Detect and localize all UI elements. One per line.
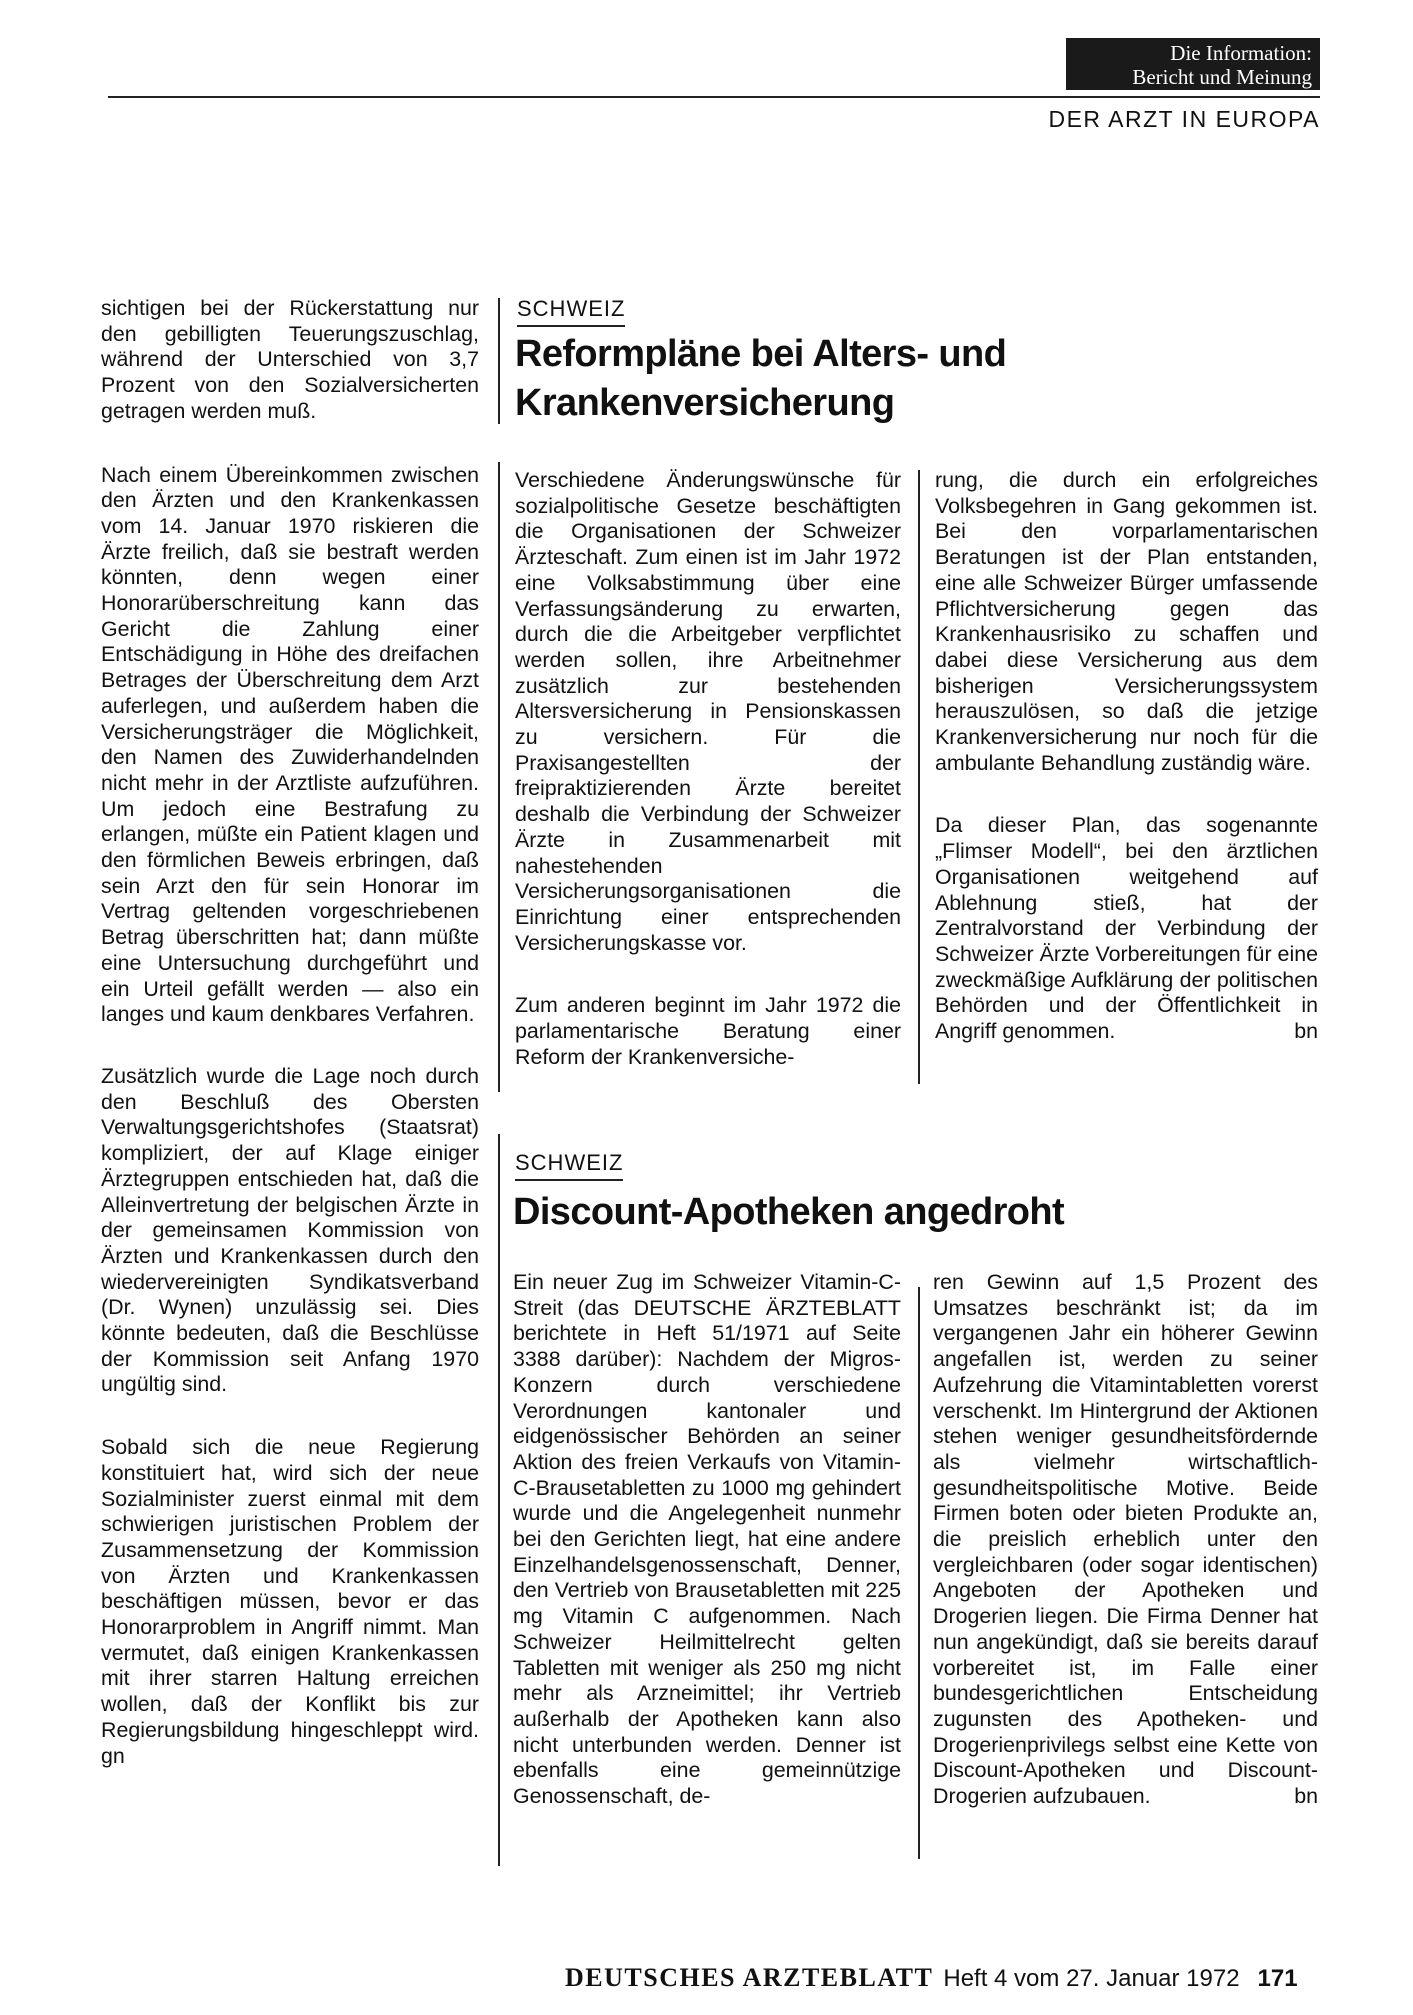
article1-col1-paragraph-2: Zum anderen beginnt im Jahr 1972 die parlamentarische Beratung einer Reform der Krankenversiche- — [515, 993, 901, 1069]
left-paragraph-2: Nach einem Übereinkommen zwischen den Ärzten und den Krankenkassen vom 14. Januar 1970 riskieren die Ärzte freilich, daß sie bestraft werden könnten, denn wegen einer Honorarüberschreitung kann das Gericht die Zahlung einer Entschädigung in Höhe des dreifachen Betrages der Überschreitung dem Arzt auferlegen, und außerdem haben die Versicherungsträger die Möglichkeit, den Namen des Zuwiderhandelnden nicht mehr in der Arztliste aufzuführen. Um jedoch eine Bestrafung zu erlangen, müßte ein Patient klagen und den förmlichen Beweis erbringen, daß sein Arzt den für sein Honorar im Vertrag geltenden vorgeschriebenen Betrag überschritten hat; dann müßte eine Untersuchung durchgeführt und ein Urteil gefällt werden — also ein langes und kaum denkbares Verfahren. — [101, 462, 479, 1027]
article2-column-2 — [933, 1270, 1318, 1810]
page-footer — [565, 1963, 1298, 1993]
article2-title: Discount-Apotheken angedroht — [513, 1191, 1065, 1233]
article1-title-line-1: Reformpläne bei Alters- und — [515, 333, 1007, 375]
article2-kicker: SCHWEIZ — [515, 1150, 623, 1181]
article1-col2-paragraph-2-text: Da dieser Plan, das sogenannte „Flimser Modell“, bei den ärztlichen Organisationen weitgehend auf Ablehnung stieß, hat der Zentralvorstand der Verbindung der Schweizer Ärzte Vorbereitungen für eine zweckmäßige Aufklärung der politischen Behörden und der Öffentlichkeit in Angriff genommen. — [935, 813, 1318, 1044]
article1-column-2 — [935, 468, 1318, 1045]
column-divider-5 — [918, 1287, 920, 1859]
column-divider-1 — [498, 298, 500, 424]
left-column — [101, 296, 479, 1769]
issue-info: Heft 4 vom 27. Januar 1972 — [943, 1965, 1240, 1992]
article1-col1-paragraph-1: Verschiedene Änderungswünsche für sozialpolitische Gesetze beschäftigten die Organisationen der Schweizer Ärzteschaft. Zum einen ist im Jahr 1972 eine Volksabstimmung über eine Verfassungsänderung zu erwarten, durch die die Arbeitgeber verpflichtet werden sollen, ihre Arbeitnehmer zusätzlich zur bestehenden Altersversicherung in Pensionskassen zu versichern. Für die Praxisangestellten der freipraktizierenden Ärzte bereitet deshalb die Verbindung der Schweizer Ärzte in Zusammenarbeit mit nahestehenden Versicherungsorganisationen die Einrichtung einer entsprechenden Versicherungskasse vor. — [515, 468, 901, 955]
section-label: DER ARZT IN EUROPA — [1048, 106, 1320, 132]
left-paragraph-4: Sobald sich die neue Regierung konstituiert hat, wird sich der neue Sozialminister zuerst einmal mit dem schwierigen juristischen Problem der Zusammensetzung der Kommission von Ärzten und Krankenkassen beschäftigen müssen, bevor er das Honorarproblem in Angriff nimmt. Man vermutet, daß einigen Krankenkassen mit ihrer starren Haltung erreichen wollen, daß der Konflikt bis zur Regierungsbildung hingeschleppt wird. gn — [101, 1435, 479, 1768]
badge-line-2: Bericht und Meinung — [1132, 65, 1312, 89]
column-divider-2 — [498, 462, 500, 1092]
journal-name: DEUTSCHES ARZTEBLATT — [565, 1963, 934, 1992]
page-number: 171 — [1257, 1965, 1298, 1992]
article1-col2-paragraph-1: rung, die durch ein erfolgreiches Volksbegehren in Gang gekommen ist. Bei den vorparlamentarischen Beratungen ist der Plan entstanden, eine alle Schweizer Bürger umfassende Pflichtversicherung gegen das Krankenhausrisiko zu schaffen und dabei diese Versicherung aus dem bisherigen Versicherungssystem herauszulösen, so daß die jetzige Krankenversicherung nur noch für die ambulante Behandlung zuständig wäre. — [935, 468, 1318, 775]
column-divider-3 — [498, 1134, 500, 1866]
left-paragraph-3: Zusätzlich wurde die Lage noch durch den Beschluß des Obersten Verwaltungsgerichtshofes (Staatsrat) kompliziert, der auf Klage einiger Ärztegruppen entschieden hat, daß die Alleinvertretung der belgischen Ärzte in der gemeinsamen Kommission von Ärzten und Krankenkassen durch den wiedervereinigten Syndikatsverband (Dr. Wynen) unzulässig sei. Dies könnte bedeuten, daß die Beschlüsse der Kommission seit Anfang 1970 ungültig sind. — [101, 1063, 479, 1397]
article1-kicker: SCHWEIZ — [517, 296, 625, 327]
left-paragraph-1: sichtigen bei der Rückerstattung nur den gebilligten Teuerungszuschlag, während der Unterschied von 3,7 Prozent von den Sozialversicherten getragen werden muß. — [101, 296, 479, 423]
badge-line-1: Die Information: — [1170, 41, 1312, 65]
header-rule — [108, 96, 1320, 98]
article2-signature: bn — [1294, 1784, 1318, 1809]
article1-signature: bn — [1294, 1019, 1318, 1044]
section-badge — [1066, 38, 1320, 90]
article2-col1-paragraph: Ein neuer Zug im Schweizer Vitamin-C-Streit (das DEUTSCHE ÄRZTEBLATT berichtete in Heft 51/1971 auf Seite 3388 darüber): Nachdem der Migros-Konzern durch verschiedene Verordnungen kantonaler und eidgenössischer Behörden an seiner Aktion des freien Verkaufs von Vitamin-C-Brausetabletten zu 1000 mg gehindert wurde und die Angelegenheit nunmehr bei den Gerichten liegt, hat eine andere Einzelhandelsgenossenschaft, Denner, den Vertrieb von Brausetabletten mit 225 mg Vitamin C aufgenommen. Nach Schweizer Heilmittelrecht gelten Tabletten mit weniger als 250 mg nicht mehr als Arzneimittel; ihr Vertrieb außerhalb der Apotheken kann also nicht unterbunden werden. Denner ist ebenfalls eine gemeinnützige Genossenschaft, de- — [513, 1270, 901, 1809]
article1-title-line-2: Krankenversicherung — [515, 382, 895, 424]
column-divider-4 — [918, 470, 920, 1084]
article1-column-1 — [515, 468, 901, 1070]
article2-col2-paragraph — [933, 1270, 1318, 1810]
article2-column-1 — [513, 1270, 901, 1810]
article1-col2-paragraph-2 — [935, 813, 1318, 1044]
article2-col2-text: ren Gewinn auf 1,5 Prozent des Umsatzes beschränkt ist; da im vergangenen Jahr ein höherer Gewinn angefallen ist, werden zu seiner Aufzehrung die Vitamintabletten vorerst verschenkt. Im Hintergrund der Aktionen stehen weniger gesundheitsfördernde als vielmehr wirtschaftlich-gesundheitspolitische Motive. Beide Firmen boten oder bieten Produkte an, die preislich erheblich unter den vergleichbaren (oder sogar identischen) Angeboten der Apotheken und Drogerien liegen. Die Firma Denner hat nun angekündigt, daß sie bereits darauf vorbereitet ist, im Falle einer bundesgerichtlichen Entscheidung zugunsten des Apotheken- und Drogerienprivilegs selbst eine Kette von Discount-Apotheken und Discount-Drogerien aufzubauen. — [933, 1270, 1318, 1809]
